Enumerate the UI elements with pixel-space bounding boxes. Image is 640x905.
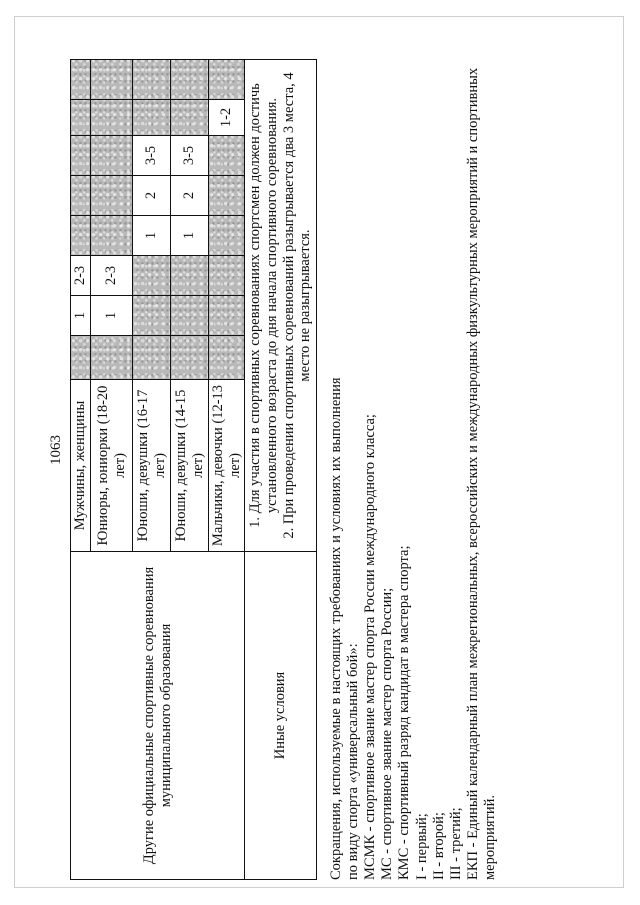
shaded-cell bbox=[133, 60, 171, 100]
place-cell: 3-5 bbox=[171, 136, 209, 176]
shaded-cell bbox=[209, 336, 245, 380]
place-cell: 2 bbox=[171, 176, 209, 216]
shaded-cell bbox=[91, 100, 133, 136]
shaded-cell bbox=[71, 216, 91, 256]
table-row bbox=[71, 60, 91, 880]
group-cell: Мужчины, женщины bbox=[71, 380, 91, 552]
group-cell: Юноши, девушки (14-15 лет) bbox=[171, 380, 209, 552]
abbreviation-item: I - первый; bbox=[413, 813, 430, 880]
sport-requirements-table bbox=[70, 59, 317, 880]
shaded-cell bbox=[91, 136, 133, 176]
shaded-cell bbox=[71, 336, 91, 380]
shaded-cell bbox=[71, 136, 91, 176]
competition-label-cell: Другие официальные спортивные соревнования муниципального образования bbox=[71, 552, 245, 880]
abbreviation-item: МСМК - спортивное звание мастер спорта России международного класса; bbox=[362, 414, 379, 880]
page-number: 1063 bbox=[48, 435, 64, 465]
group-cell: Мальчики, девочки (12-13 лет) bbox=[209, 380, 245, 552]
shaded-cell bbox=[133, 296, 171, 336]
place-cell: 3-5 bbox=[133, 136, 171, 176]
rotated-page-content bbox=[48, 60, 620, 880]
shaded-cell bbox=[171, 256, 209, 296]
shaded-cell bbox=[209, 136, 245, 176]
place-cell: 2-3 bbox=[71, 256, 91, 296]
place-cell: 1 bbox=[71, 296, 91, 336]
abbreviation-item: ЕКП - Единый календарный план межрегиональных, всероссийских и международных физкультурных мероприятий и спортивных мероприятий. bbox=[464, 67, 498, 880]
shaded-cell bbox=[71, 100, 91, 136]
conditions-cell bbox=[245, 60, 317, 552]
place-cell: 1 bbox=[91, 296, 133, 336]
shaded-cell bbox=[209, 216, 245, 256]
shaded-cell bbox=[71, 176, 91, 216]
abbreviation-item: II - второй; bbox=[430, 812, 447, 880]
abbreviation-item: МС - спортивное звание мастер спорта России; bbox=[379, 587, 396, 880]
abbreviation-item: III - третий; bbox=[447, 807, 464, 880]
other-conditions-label: Иные условия bbox=[245, 552, 317, 880]
shaded-cell bbox=[133, 336, 171, 380]
place-cell: 2-3 bbox=[91, 256, 133, 296]
group-cell: Юниоры, юниорки (18-20 лет) bbox=[91, 380, 133, 552]
shaded-cell bbox=[91, 60, 133, 100]
shaded-cell bbox=[209, 296, 245, 336]
shaded-cell bbox=[91, 336, 133, 380]
abbreviations-section bbox=[328, 67, 499, 880]
shaded-cell bbox=[171, 60, 209, 100]
shaded-cell bbox=[209, 256, 245, 296]
shaded-cell bbox=[171, 336, 209, 380]
shaded-cell bbox=[133, 100, 171, 136]
abbreviation-item: КМС - спортивный разряд кандидат в мастера спорта; bbox=[396, 545, 413, 880]
group-cell: Юноши, девушки (16-17 лет) bbox=[133, 380, 171, 552]
place-cell: 2 bbox=[133, 176, 171, 216]
shaded-cell bbox=[133, 256, 171, 296]
shaded-cell bbox=[209, 60, 245, 100]
condition-item: 2. При проведении спортивных соревнований разыгрывается два 3 места, 4 место не разыгрывается. bbox=[280, 72, 314, 539]
place-cell: 1 bbox=[171, 216, 209, 256]
shaded-cell bbox=[209, 176, 245, 216]
table-row bbox=[245, 60, 317, 880]
shaded-cell bbox=[171, 100, 209, 136]
condition-item: 1. Для участия в спортивных соревнованиях спортсмен должен достичь установленного возраста до дня начала спортивного соревнования. bbox=[247, 83, 280, 528]
abbreviations-intro: Сокращения, используемые в настоящих требованиях и условиях их выполнения по виду спорта «универсальный бой»: bbox=[328, 377, 362, 880]
place-cell: 1 bbox=[133, 216, 171, 256]
shaded-cell bbox=[171, 296, 209, 336]
place-cell: 1-2 bbox=[209, 100, 245, 136]
shaded-cell bbox=[91, 216, 133, 256]
shaded-cell bbox=[91, 176, 133, 216]
shaded-cell bbox=[71, 60, 91, 100]
